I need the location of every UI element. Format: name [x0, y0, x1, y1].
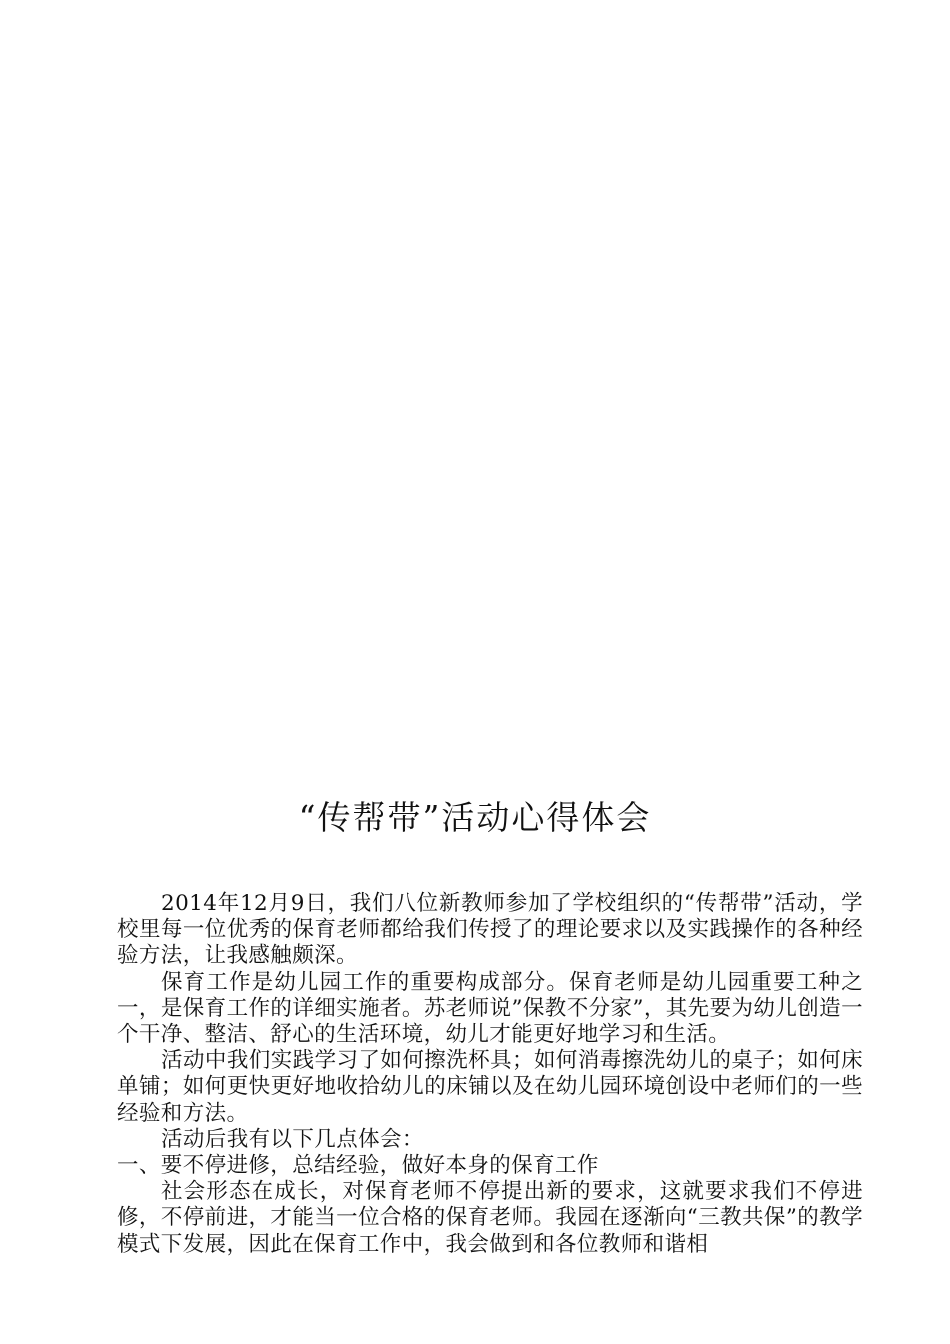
- document-body: [117, 891, 863, 1258]
- paragraph-reflections-intro: 活动后我有以下几点体会：: [161, 1126, 424, 1152]
- section-heading-one: 一、要不停进修，总结经验，做好本身的保育工作: [117, 1153, 599, 1179]
- paragraph-care-work: 保育工作是幼儿园工作的重要构成部分。保育老师是幼儿园重要工种之一，是保育工作的详细实施者。苏老师说”保教不分家”，其先要为幼儿创造一个干净、整洁、舒心的生活环境，幼儿才能更好地学习和生活。: [117, 969, 863, 1048]
- paragraph-intro: 2014年12月9日，我们八位新教师参加了学校组织的“传帮带”活动，学校里每一位优秀的保育老师都给我们传授了的理论要求以及实践操作的各种经验方法，让我感触颇深。: [117, 891, 863, 969]
- paragraph-practice: 活动中我们实践学习了如何擦洗杯具；如何消毒擦洗幼儿的桌子；如何床单铺；如何更快更好地收拾幼儿的床铺以及在幼儿园环境创设中老师们的一些经验和方法。: [117, 1048, 863, 1126]
- paragraph-continuous-learning: 社会形态在成长，对保育老师不停提出新的要求，这就要求我们不停进修，不停前进，才能当一位合格的保育老师。我园在逐渐向“三教共保”的教学模式下发展，因此在保育工作中，我会做到和各位教师和谐相: [117, 1179, 863, 1257]
- document-title: “传帮带”活动心得体会: [298, 798, 652, 837]
